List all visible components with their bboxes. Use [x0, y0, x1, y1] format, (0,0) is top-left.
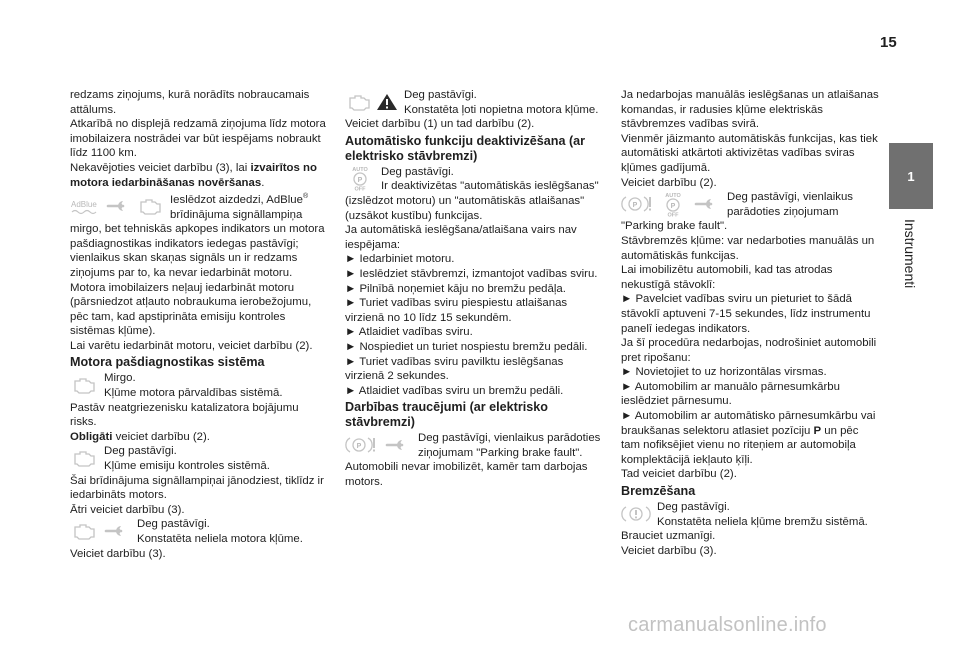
- paragraph: Tad veiciet darbību (2).: [621, 468, 737, 481]
- paragraph: Deg pastāvīgi, vienlaikus parādoties ziņojumam "Parking brake fault".: [418, 432, 601, 459]
- list-item: ► Automobilim ar manuālo pārnesumkārbu ieslēdziet pārnesumu.: [621, 380, 840, 408]
- list-item: ► Nospiediet un turiet nospiestu bremžu pedāli.: [345, 340, 588, 353]
- list-item: ► Atlaidiet vadības sviru un bremžu pedāli.: [345, 384, 564, 397]
- parking-brake-fault-icon: [345, 434, 379, 456]
- section-heading: Automātisko funkciju deaktivizēšana (ar elektrisko stāvbremzi): [345, 133, 586, 163]
- svg-text:AUTO: AUTO: [665, 192, 681, 199]
- paragraph: Kļūme motora pārvaldības sistēmā.: [104, 387, 283, 400]
- paragraph: Stāvbremzēs kļūme: var nedarboties manuālās un automātiskās funkcijas.: [621, 234, 875, 262]
- wrench-icon: [382, 435, 412, 455]
- parking-brake-fault-icon: [621, 193, 655, 215]
- section-tab[interactable]: 1: [889, 143, 933, 209]
- warning-icon-group: [345, 165, 375, 192]
- list-item: ► Ieslēdziet stāvbremzi, izmantojot vadības sviru.: [345, 267, 598, 280]
- paragraph: Deg pastāvīgi, vienlaikus parādoties ziņojumam "Parking brake fault".: [621, 191, 853, 233]
- paragraph: Veiciet darbību (3).: [621, 544, 717, 557]
- paragraph: redzams ziņojums, kurā norādīts nobraucamais attālums.: [70, 89, 310, 116]
- svg-text:P: P: [357, 177, 363, 185]
- paragraph: Lai imobilizētu automobili, kad tas atrodas nekustīgā stāvoklī:: [621, 264, 833, 291]
- paragraph: Ir deaktivizētas "automātiskās ieslēgšanas" (izslēdzot motoru) un "automātiskās atlaišanas" (uzsākot kustību) funkcijas.: [345, 180, 599, 222]
- warning-icon-group: [345, 88, 398, 115]
- paragraph: Motora imobilaizers neļauj iedarbināt motoru (pārsniedzot atļauto nobraukuma ierobežojumu, pēc tam, kad apstiprināta emisiju kontroles sistēmas kļūme).: [70, 281, 312, 338]
- list-item: ► Pilnībā noņemiet kāju no bremžu pedāļa.: [345, 282, 566, 295]
- paragraph: Atkarībā no displejā redzamā ziņojuma līdz motora imobilaizera nostrādei var būt iespējams nobraukt līdz 1100 km.: [70, 118, 326, 160]
- paragraph: Konstatēta ļoti nopietna motora kļūme.: [404, 103, 599, 116]
- brake-warning-icon: [621, 503, 651, 525]
- svg-text:OFF: OFF: [354, 186, 366, 192]
- paragraph: Nekavējoties veiciet darbību (3), lai izvairītos no motora iedarbināšanas novēršanas.: [70, 161, 317, 189]
- paragraph: Veiciet darbību (2).: [621, 176, 717, 189]
- list-item: ► Iedarbiniet motoru.: [345, 253, 455, 266]
- svg-text:P: P: [670, 202, 676, 210]
- paragraph: Lai varētu iedarbināt motoru, veiciet darbību (2).: [70, 339, 313, 352]
- paragraph: Ja automātiskā ieslēgšana/atlaišana vairs nav iespējama:: [345, 224, 577, 251]
- engine-icon: [70, 375, 98, 395]
- section-heading: Bremzēšana: [621, 484, 696, 499]
- list-item: ► Turiet vadības sviru piespiestu atlaišanas virzienā no 10 līdz 15 sekundēm.: [345, 297, 568, 324]
- list-item: ► Novietojiet to uz horizontālas virsmas.: [621, 366, 827, 379]
- section-label: Instrumenti: [902, 219, 918, 289]
- engine-icon: [70, 521, 98, 541]
- page-number: 15: [880, 34, 897, 51]
- paragraph: Pastāv neatgriezenisku katalizatora bojājumu risks.: [70, 401, 299, 429]
- list-item: ► Pavelciet vadības sviru un pieturiet to šādā stāvoklī aptuveni 7-15 sekundes, līdz instrumentu panelī iedegas indikators.: [621, 293, 871, 335]
- warning-triangle-icon: [376, 92, 398, 112]
- bold-text: izvairītos no motora iedarbināšanas novēršanas: [70, 161, 317, 189]
- section-heading: Darbības traucējumi (ar elektrisko stāvbremzi): [345, 400, 548, 430]
- paragraph: Ja nedarbojas manuālās ieslēgšanas un atlaišanas komandas, ir radusies kļūme elektriskās stāvbremzes vadības svirā.: [621, 89, 879, 131]
- paragraph: Brauciet uzmanīgi.: [621, 530, 716, 543]
- section-heading: Motora pašdiagnostikas sistēma: [70, 355, 265, 370]
- column-left: [70, 88, 326, 561]
- warning-icon-group: [621, 190, 721, 217]
- warning-icon-group: [345, 431, 412, 458]
- wrench-icon: [101, 521, 131, 541]
- paragraph: Automobili nevar imobilizēt, kamēr tam darbojas motors.: [345, 461, 588, 489]
- paragraph: Veiciet darbību (3).: [70, 547, 166, 560]
- list-item: ► Automobilim ar automātisko pārnesumkārbu vai braukšanas selektoru atlasiet pozīciju P un pēc tam nofiksējiet vienu no riteņiem ar automobiļa komplektācijā iekļauto ķīļi.: [621, 410, 876, 466]
- wrench-icon: [103, 196, 133, 216]
- paragraph: Vienmēr jāizmanto automātiskās funkcijas, kas tiek automātiski atkārtoti aktivizētas vadības sviras kļūmes gadījumā.: [621, 132, 878, 174]
- paragraph: Deg pastāvīgi.: [404, 89, 477, 101]
- parking-auto-off-icon: [658, 191, 688, 217]
- paragraph: Deg pastāvīgi.: [657, 501, 730, 514]
- engine-icon: [345, 92, 373, 112]
- warning-icon-group: [70, 371, 98, 398]
- engine-icon: [136, 196, 164, 216]
- paragraph: Šai brīdinājuma signāllampiņai jānodziest, tiklīdz ir iedarbināts motors.: [70, 474, 324, 502]
- column-right: [621, 88, 879, 558]
- watermark: carmanualsonline.info: [628, 614, 827, 636]
- warning-icon-group: [70, 192, 164, 219]
- bold-text: Obligāti: [70, 430, 113, 443]
- list-item: ► Atlaidiet vadības sviru.: [345, 326, 473, 339]
- warning-icon-group: [621, 500, 651, 527]
- svg-text:P: P: [356, 442, 362, 450]
- paragraph: Obligāti veiciet darbību (2).: [70, 430, 210, 443]
- paragraph: Deg pastāvīgi.: [381, 165, 454, 178]
- warning-icon-group: [70, 444, 98, 471]
- paragraph: Veiciet darbību (1) un tad darbību (2).: [345, 118, 535, 131]
- list-item: ► Turiet vadības sviru pavilktu ieslēgšanas virzienā 2 sekundes.: [345, 355, 564, 383]
- parking-auto-off-icon: [345, 165, 375, 191]
- svg-text:OFF: OFF: [667, 212, 679, 217]
- paragraph: Ieslēdzot aizdedzi, AdBlue® brīdinājuma signāllampiņa mirgo, bet tehniskās apkopes indikators un motora pašdiagnostikas indikators iedegas pastāvīgi; vienlaikus skan skaņas signāls un ir redzams ziņojums par to, ka nevar iedarbināt motoru.: [70, 193, 325, 279]
- paragraph: Ja šī procedūra nedarbojas, nodrošiniet automobili pret ripošanu:: [621, 337, 877, 364]
- paragraph: Konstatēta neliela motora kļūme.: [137, 533, 303, 546]
- paragraph: Konstatēta neliela kļūme bremžu sistēmā.: [657, 515, 868, 528]
- warning-icon-group: [70, 517, 131, 544]
- adblue-icon: [70, 196, 100, 216]
- paragraph: Mirgo.: [104, 372, 136, 385]
- bold-text: P: [813, 424, 822, 437]
- svg-text:P: P: [632, 201, 638, 209]
- column-middle: [345, 88, 604, 490]
- wrench-icon: [691, 194, 721, 214]
- paragraph: Deg pastāvīgi.: [104, 445, 177, 458]
- paragraph: Ātri veiciet darbību (3).: [70, 503, 185, 516]
- paragraph: Deg pastāvīgi.: [137, 518, 210, 531]
- svg-text:AUTO: AUTO: [352, 167, 368, 174]
- svg-text:AdBlue: AdBlue: [71, 199, 97, 209]
- engine-icon: [70, 448, 98, 468]
- paragraph: Kļūme emisiju kontroles sistēmā.: [104, 460, 270, 473]
